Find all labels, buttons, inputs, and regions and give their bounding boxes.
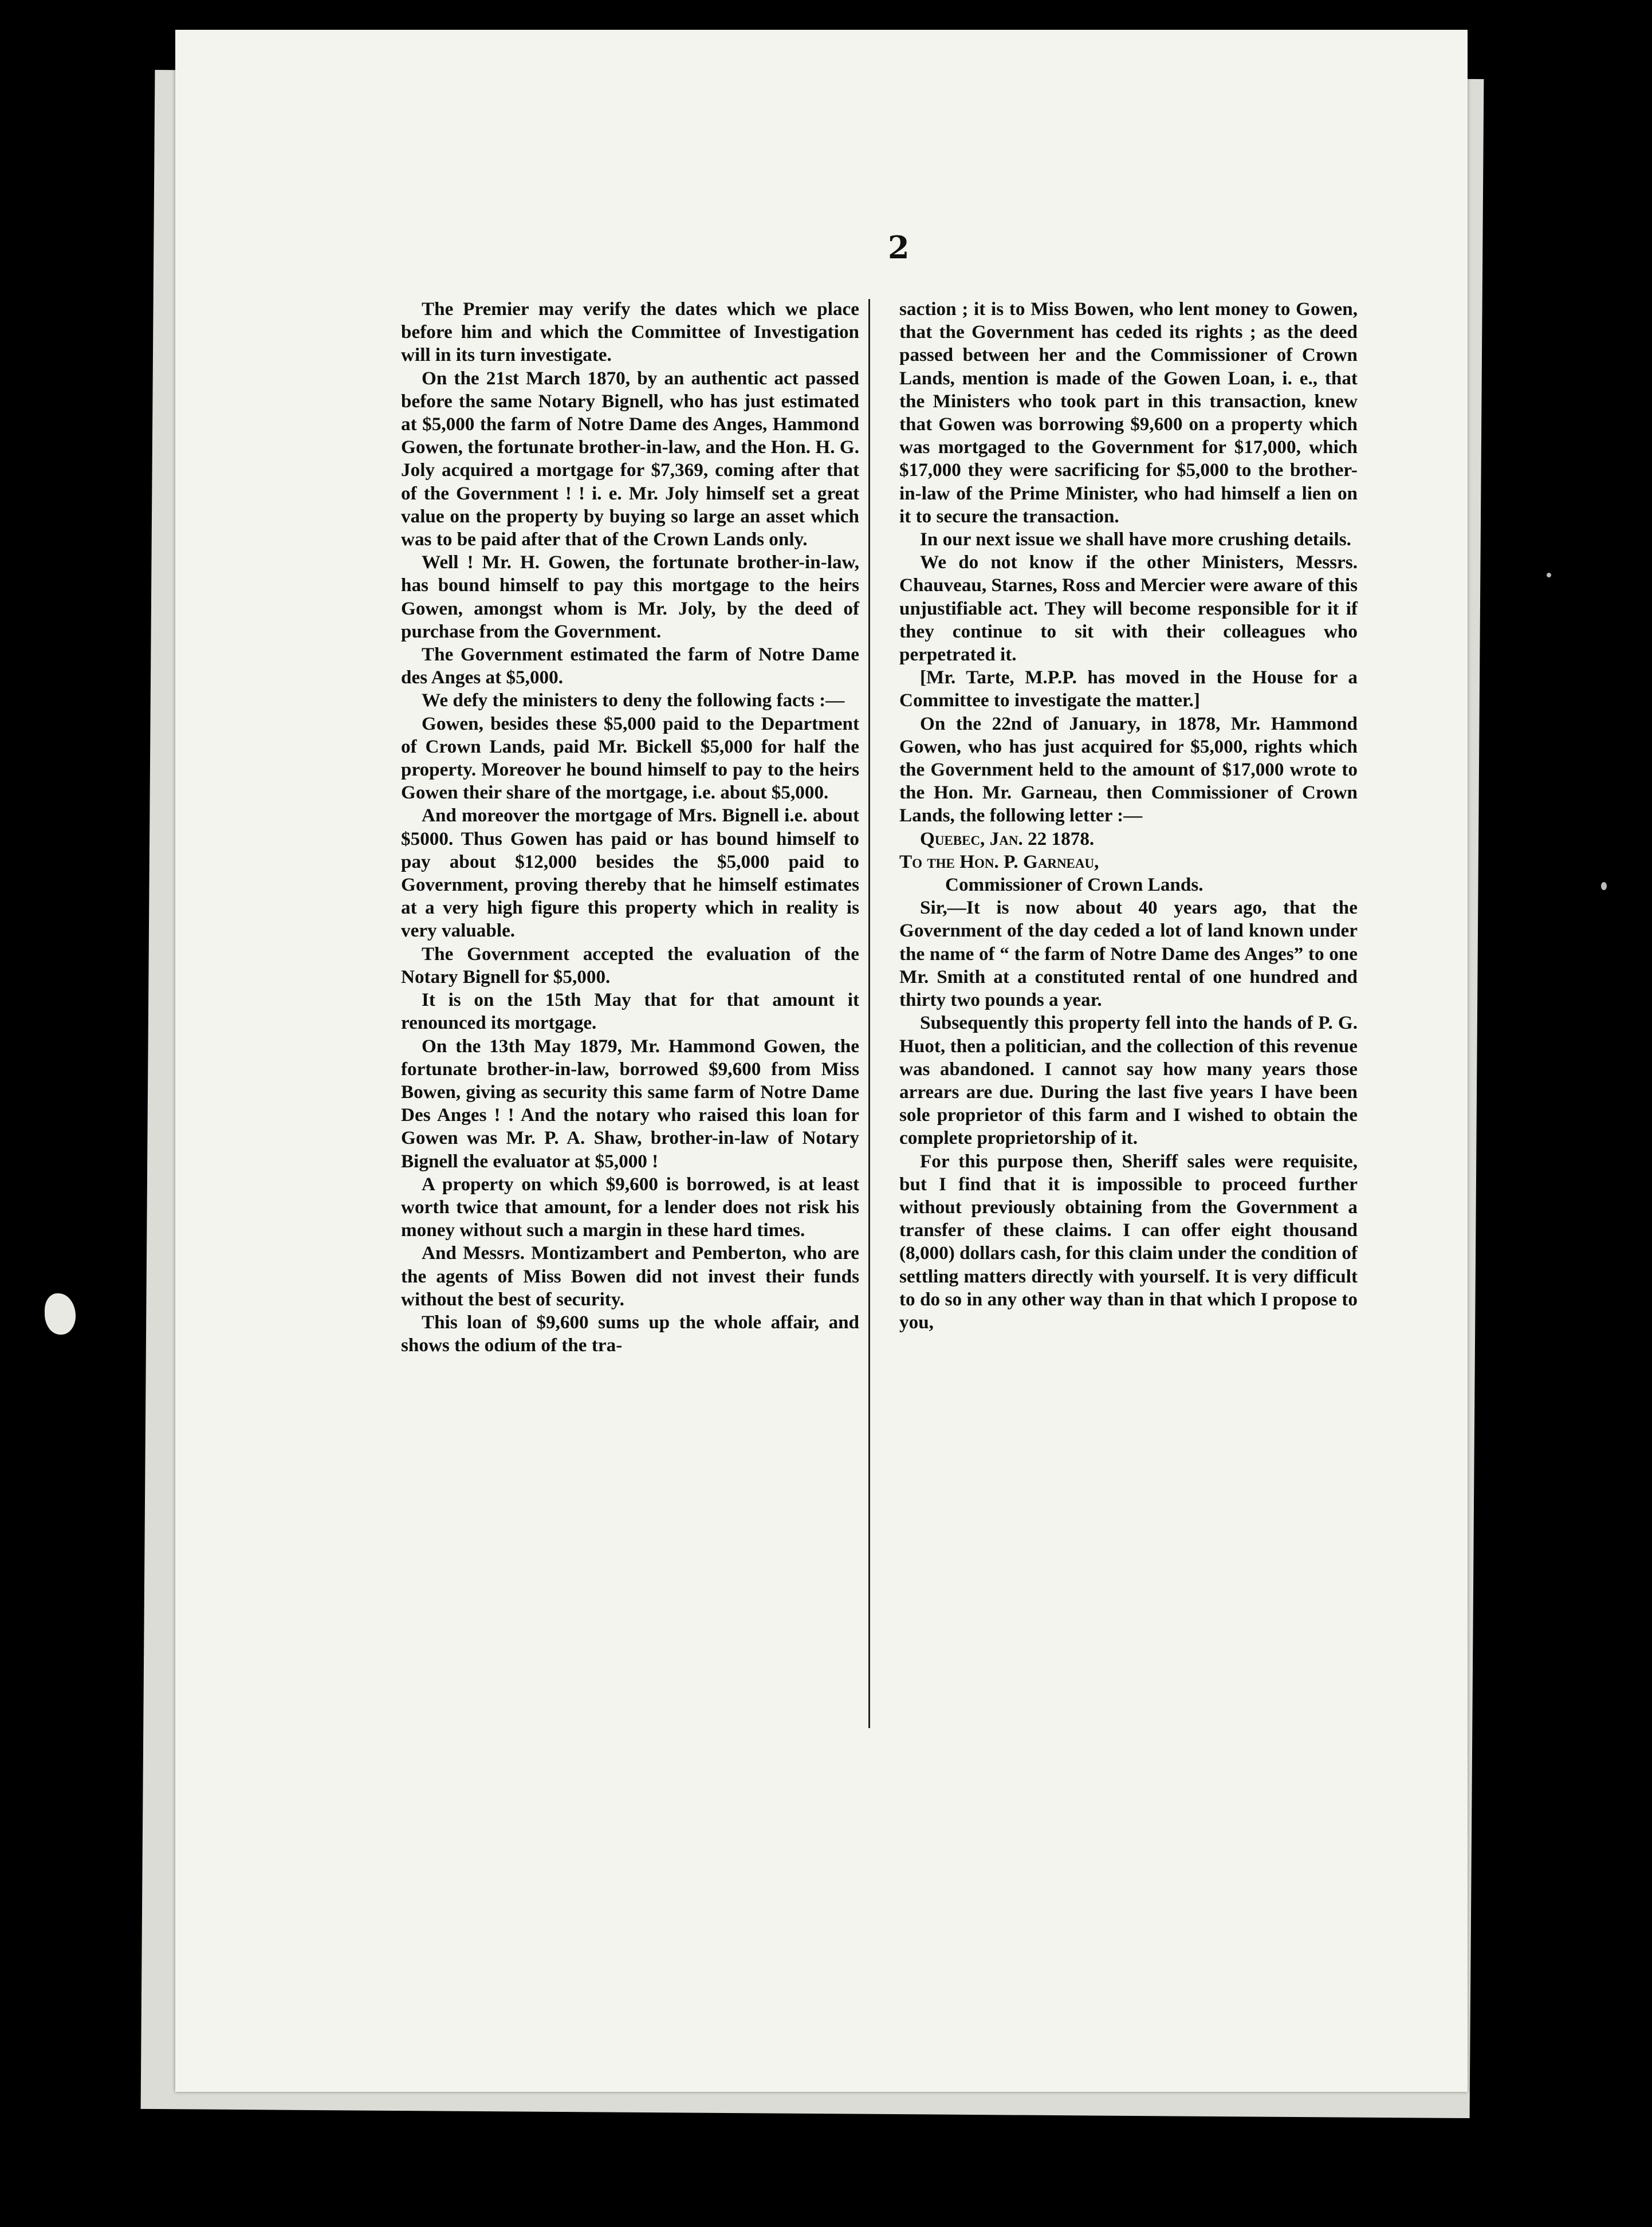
letter-paragraph: For this purpose then, Sheriff sales were requisite, but I find that it is impossible to proceed further without previously obtaining from the Government a transfer of these claims. I can offer eight thousand (8,000) dollars cash, for this claim under the condition of settling matters directly with yourself. It is very difficult to do so in any other way than in that which I propose to you, (899, 1150, 1358, 1333)
paragraph: saction ; it is to Miss Bowen, who lent money to Gowen, that the Government has ceded its rights ; as the deed passed between her and the Commissioner of Crown Lands, mention is made of the Gowen Loan, i. e., that the Ministers who took part in this transaction, knew that Gowen was borrowing $9,600 on a property which was mortgaged to the Government for $17,000, which $17,000 they were sacrificing for $5,000 to the brother-in-law of the Prime Minister, who had himself a lien on it to secure the transaction. (899, 298, 1358, 527)
paragraph: On the 22nd of January, in 1878, Mr. Hammond Gowen, who has just acquired for $5,000, rights which the Government held to the amount of $17,000 wrote to the Hon. Mr. Garneau, then Commissioner of Crown Lands, the following letter :— (899, 713, 1358, 827)
paragraph: It is on the 15th May that for that amount it renounced its mortgage. (401, 989, 859, 1034)
left-text-column (401, 298, 859, 1357)
paragraph: Well ! Mr. H. Gowen, the fortunate brother-in-law, has bound himself to pay this mortgage to the heirs Gowen, amongst whom is Mr. Joly, by the deed of purchase from the Government. (401, 552, 859, 642)
paragraph: This loan of $9,600 sums up the whole affair, and shows the odium of the tra- (401, 1311, 859, 1356)
column-divider (868, 299, 870, 1728)
letter-addressee: To the Hon. P. Garneau, (899, 851, 1099, 872)
paragraph: And Messrs. Montizambert and Pemberton, who are the agents of Miss Bowen did not invest their funds without the best of security. (401, 1242, 859, 1310)
letter-addressee-title: Commissioner of Crown Lands. (945, 874, 1203, 896)
paper-speck (1547, 573, 1551, 577)
paragraph: [Mr. Tarte, M.P.P. has moved in the House for a Committee to investigate the matter.] (899, 667, 1358, 711)
paper-blemish (45, 1293, 76, 1335)
paragraph: And moreover the mortgage of Mrs. Bignell i.e. about $5000. Thus Gowen has paid or has bound himself to pay about $12,000 besides the $5,000 paid to Government, proving thereby that he himself estimates at a very high figure this property which in reality is very valuable. (401, 805, 859, 942)
paragraph: We do not know if the other Ministers, Messrs. Chauveau, Starnes, Ross and Mercier were aware of this unjustifiable act. They will become responsible for it if they continue to sit with their colleagues who perpetrated it. (899, 552, 1358, 666)
paragraph: On the 13th May 1879, Mr. Hammond Gowen, the fortunate brother-in-law, borrowed $9,600 from Miss Bowen, giving as security this same farm of Notre Dame Des Anges ! ! And the notary who raised this loan for Gowen was Mr. P. A. Shaw, brother-in-law of Notary Bignell the evaluator at $5,000 ! (401, 1035, 859, 1172)
paragraph: The Government accepted the evaluation of the Notary Bignell for $5,000. (401, 943, 859, 987)
paragraph: Gowen, besides these $5,000 paid to the Department of Crown Lands, paid Mr. Bickell $5,000 for half the property. Moreover he bound himself to pay to the heirs Gowen their share of the mortgage, i.e. about $5,000. (401, 713, 859, 804)
paper-speck (1601, 882, 1607, 890)
page-number: 2 (888, 229, 910, 266)
paragraph: The Government estimated the farm of Notre Dame des Anges at $5,000. (401, 644, 859, 688)
right-text-column (899, 298, 1358, 1334)
paragraph: In our next issue we shall have more crushing details. (920, 529, 1351, 550)
paragraph: We defy the ministers to deny the following facts :— (422, 690, 845, 711)
letter-paragraph: Sir,—It is now about 40 years ago, that the Government of the day ceded a lot of land known under the name of “ the farm of Notre Dame des Anges” to one Mr. Smith at a constituted rental of one hundred and thirty two pounds a year. (899, 897, 1358, 1011)
paragraph: On the 21st March 1870, by an authentic act passed before the same Notary Bignell, who has just estimated at $5,000 the farm of Notre Dame des Anges, Hammond Gowen, the fortunate brother-in-law, and the Hon. H. G. Joly acquired a mortgage for $7,369, coming after that of the Government ! ! i. e. Mr. Joly himself set a great value on the property by buying so large an asset which was to be paid after that of the Crown Lands only. (401, 367, 859, 550)
paragraph: A property on which $9,600 is borrowed, is at least worth twice that amount, for a lender does not risk his money without such a margin in these hard times. (401, 1173, 859, 1241)
paragraph: The Premier may verify the dates which we place before him and which the Committee of Investigation will in its turn investigate. (401, 298, 859, 366)
letter-dateline: Quebec, Jan. 22 1878. (920, 828, 1095, 849)
letter-paragraph: Subsequently this property fell into the hands of P. G. Huot, then a politician, and the collection of this revenue was abandoned. I cannot say how many years those arrears are due. During the last five years I have been sole proprietor of this farm and I wished to obtain the complete proprietorship of it. (899, 1012, 1358, 1149)
